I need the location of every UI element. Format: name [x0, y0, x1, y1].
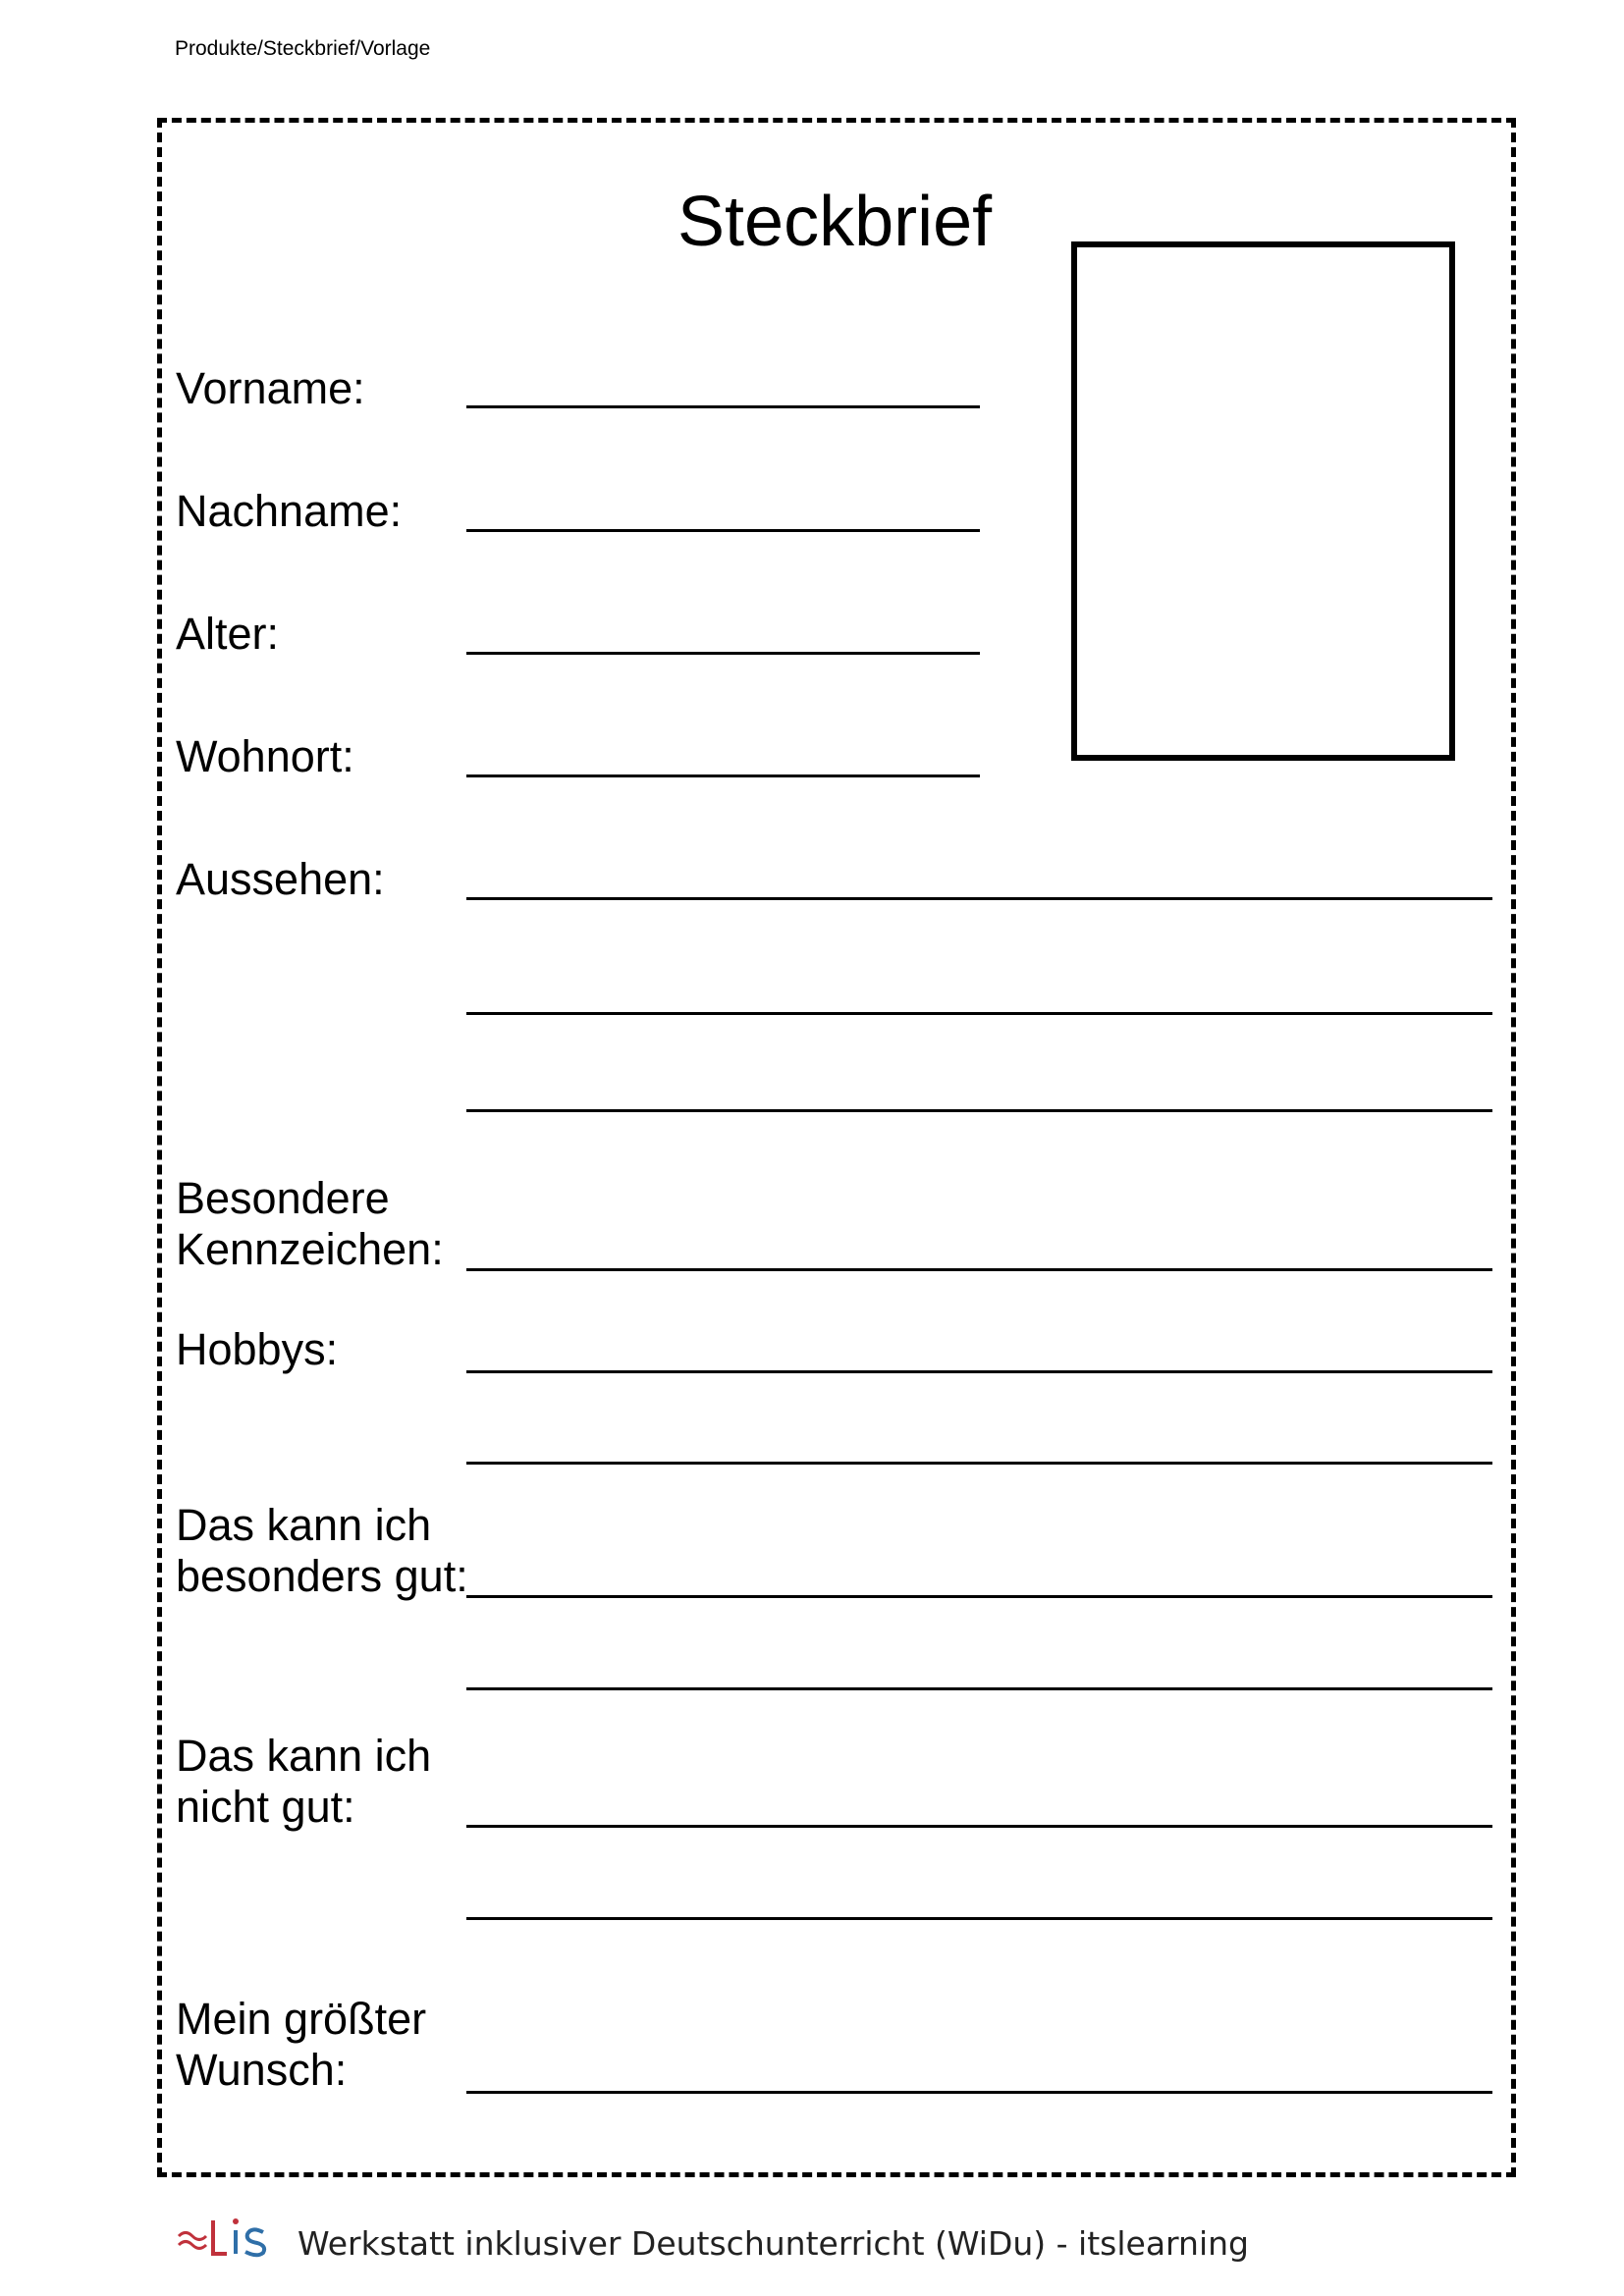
gut-writing-line[interactable]	[466, 1595, 1492, 1598]
label-besondere-line2: Kennzeichen:	[176, 1224, 444, 1274]
label-nachname: Nachname:	[176, 486, 403, 536]
footer-text: Werkstatt inklusiver Deutschunterricht (WiDu) - itslearning	[298, 2224, 1249, 2263]
label-alter: Alter:	[176, 609, 280, 659]
label-vorname: Vorname:	[176, 363, 365, 413]
nicht-gut-writing-line[interactable]	[466, 1917, 1492, 1920]
breadcrumb: Produkte/Steckbrief/Vorlage	[175, 37, 431, 60]
alter-writing-line[interactable]	[466, 652, 980, 655]
label-hobbys: Hobbys:	[176, 1324, 339, 1374]
photo-placeholder	[1071, 241, 1455, 761]
label-nicht-gut-line2: nicht gut:	[176, 1782, 355, 1832]
label-wohnort: Wohnort:	[176, 731, 354, 781]
page-title: Steckbrief	[677, 183, 993, 261]
aussehen-writing-line[interactable]	[466, 1012, 1492, 1015]
gut-writing-line[interactable]	[466, 1687, 1492, 1690]
label-besondere-line1: Besondere	[176, 1173, 390, 1223]
label-gut-line1: Das kann ich	[176, 1500, 432, 1550]
aussehen-writing-line[interactable]	[466, 1109, 1492, 1112]
label-nicht-gut-line1: Das kann ich	[176, 1731, 432, 1781]
vorname-writing-line[interactable]	[466, 405, 980, 408]
label-wunsch-line2: Wunsch:	[176, 2045, 348, 2095]
aussehen-writing-line[interactable]	[466, 897, 1492, 900]
kennzeichen-writing-line[interactable]	[466, 1268, 1492, 1271]
wunsch-writing-line[interactable]	[466, 2091, 1492, 2094]
hobbys-writing-line[interactable]	[466, 1462, 1492, 1465]
nicht-gut-writing-line[interactable]	[466, 1825, 1492, 1828]
label-wunsch-line1: Mein größter	[176, 1994, 427, 2044]
nachname-writing-line[interactable]	[466, 529, 980, 532]
wohnort-writing-line[interactable]	[466, 774, 980, 777]
label-aussehen: Aussehen:	[176, 854, 385, 904]
label-gut-line2: besonders gut:	[176, 1551, 468, 1601]
hobbys-writing-line[interactable]	[466, 1370, 1492, 1373]
lis-logo	[175, 2209, 273, 2268]
